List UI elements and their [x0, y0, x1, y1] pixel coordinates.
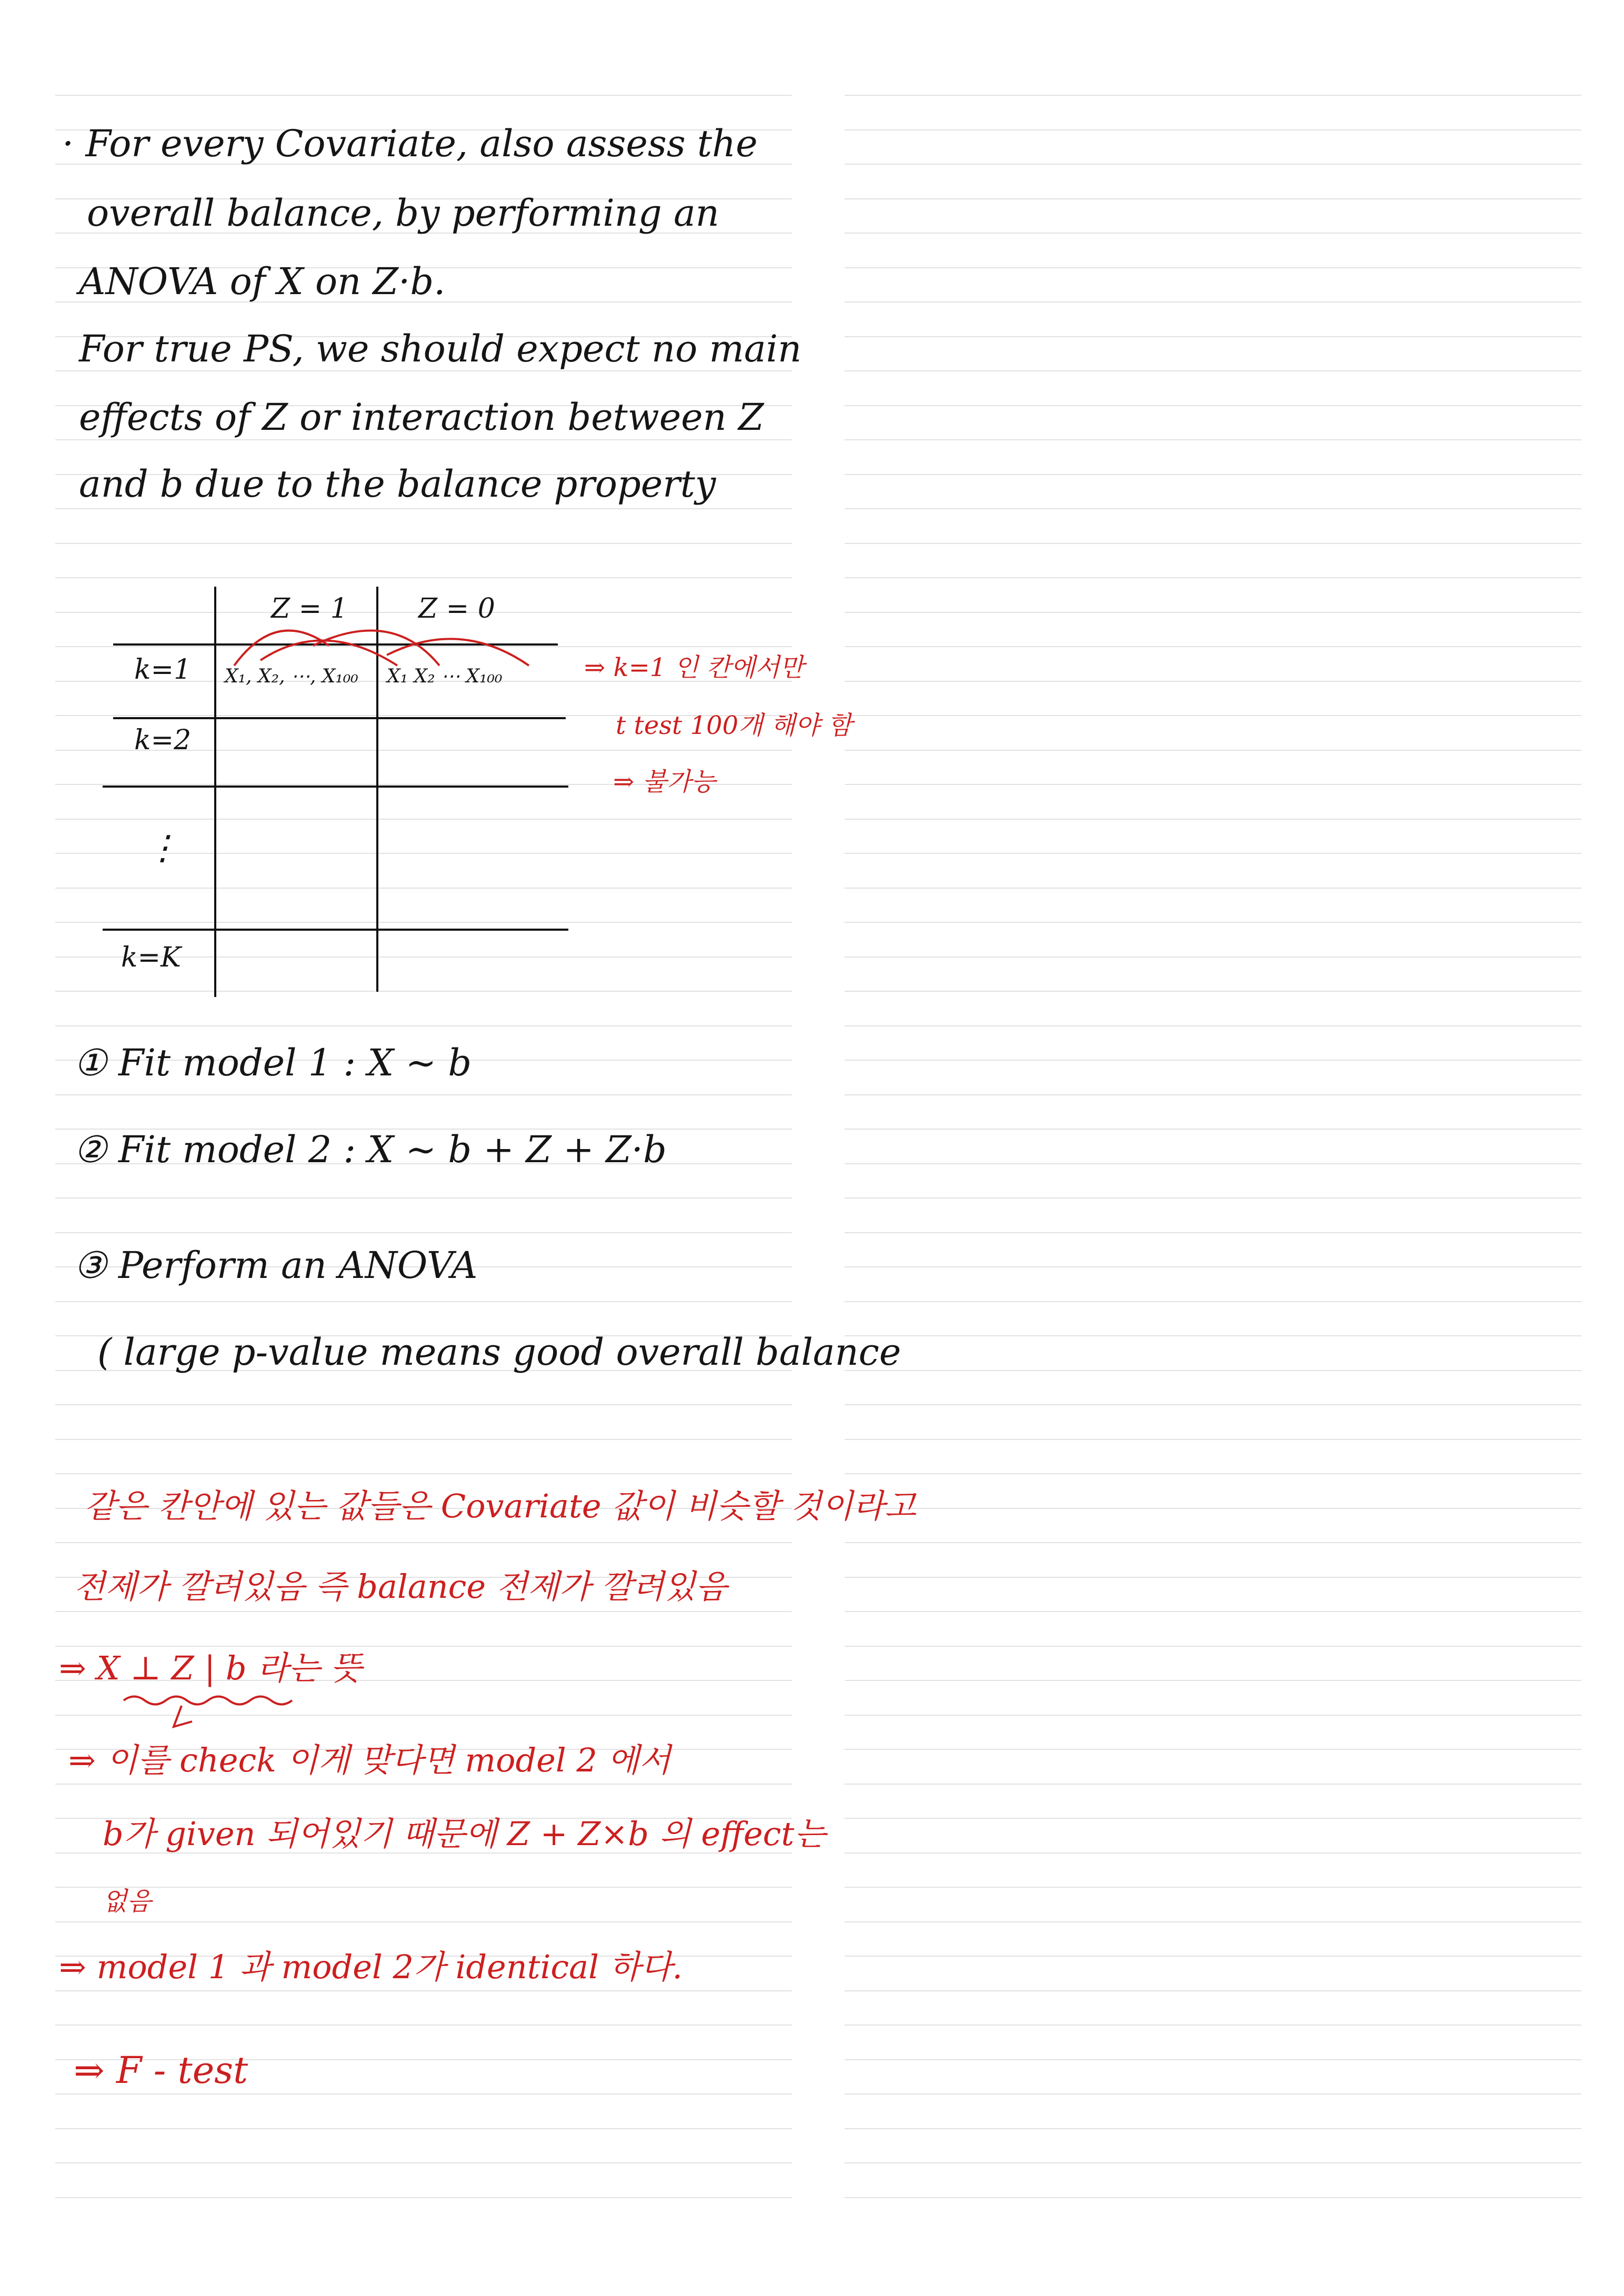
ruled-line — [845, 1784, 1581, 1785]
side-note-1: ⇒ k=1 인 칸에서만 — [584, 653, 804, 682]
ruled-line — [845, 2059, 1581, 2060]
note-line-3: ANOVA of X on Z·b. — [79, 260, 446, 303]
ruled-line — [845, 1956, 1581, 1957]
korean-note-1: 같은 칸안에 있는 값들은 Covariate 값이 비슷할 것이라고 — [84, 1487, 916, 1525]
ruled-line — [845, 853, 1581, 854]
ruled-line — [845, 1542, 1581, 1543]
ruled-line — [55, 95, 792, 96]
ruled-line — [845, 1577, 1581, 1578]
korean-note-7: ⇒ model 1 과 model 2가 identical 하다. — [59, 1948, 683, 1986]
ruled-line — [55, 1784, 792, 1785]
ruled-line — [55, 1990, 792, 1991]
ruled-line — [55, 2025, 792, 2026]
ruled-line — [845, 1060, 1581, 1061]
ruled-line — [55, 2128, 792, 2129]
note-line-1: · For every Covariate, also assess the — [62, 122, 758, 165]
ruled-line — [55, 1542, 792, 1543]
ruled-line — [845, 888, 1581, 889]
ruled-line — [845, 95, 1581, 96]
ruled-line — [845, 750, 1581, 751]
ruled-line — [845, 508, 1581, 509]
row-label-k1: k=1 — [134, 654, 192, 686]
step-3-detail: ( large p-value means good overall balance — [97, 1331, 901, 1374]
table-hline-2 — [113, 717, 566, 719]
ruled-line — [845, 1197, 1581, 1199]
ruled-line — [845, 612, 1581, 613]
ruled-line — [845, 681, 1581, 682]
ruled-line — [845, 301, 1581, 303]
ruled-line — [55, 1611, 792, 1612]
ruled-line — [55, 1232, 792, 1233]
ruled-line — [845, 1715, 1581, 1716]
note-line-4: For true PS, we should expect no main — [79, 327, 802, 370]
step-3: ③ Perform an ANOVA — [74, 1244, 478, 1287]
ruled-line — [845, 1404, 1581, 1405]
ruled-line — [845, 439, 1581, 440]
ruled-line — [845, 1887, 1581, 1888]
ruled-line — [845, 1646, 1581, 1647]
ruled-line — [845, 784, 1581, 785]
ruled-line — [845, 1818, 1581, 1819]
ruled-line — [55, 1025, 792, 1026]
ruled-line — [55, 2197, 792, 2198]
ruled-line — [845, 991, 1581, 992]
note-line-6: and b due to the balance property — [79, 462, 716, 506]
row-label-k2: k=2 — [134, 724, 192, 756]
ruled-line — [845, 956, 1581, 958]
ruled-line — [845, 715, 1581, 716]
ruled-line — [845, 164, 1581, 165]
ruled-line — [845, 405, 1581, 406]
strata-table — [103, 587, 571, 997]
korean-note-2: 전제가 깔려있음 즉 balance 전제가 깔려있음 — [74, 1567, 727, 1606]
ruled-line — [845, 922, 1581, 923]
arc-3 — [313, 631, 439, 666]
korean-note-5: b가 given 되어있기 때문에 Z + Z×b 의 effect는 — [103, 1815, 826, 1853]
ruled-line — [55, 439, 792, 440]
ruled-line — [845, 1749, 1581, 1750]
step-2: ② Fit model 2 : X ∼ b + Z + Z·b — [74, 1128, 667, 1171]
ruled-line — [845, 474, 1581, 475]
ruled-line — [845, 267, 1581, 268]
korean-note-3: ⇒ X ⊥ Z | b 라는 뜻 — [59, 1649, 362, 1687]
ruled-line — [845, 1508, 1581, 1509]
squiggle-underline — [121, 1690, 300, 1737]
ruled-line — [845, 1680, 1581, 1681]
ruled-line — [845, 646, 1581, 647]
ruled-line — [845, 2128, 1581, 2129]
col-header-z0: Z = 0 — [418, 593, 495, 625]
right-ruled-column — [845, 0, 1581, 2296]
ruled-line — [55, 508, 792, 509]
ruled-line — [55, 577, 792, 578]
ruled-line — [55, 2093, 792, 2094]
korean-note-8: ⇒ F - test — [74, 2049, 248, 2092]
ruled-line — [845, 1852, 1581, 1854]
ruled-line — [845, 198, 1581, 199]
ruled-line — [845, 1990, 1581, 1991]
ruled-line — [845, 1266, 1581, 1267]
ruled-line — [55, 1473, 792, 1474]
ruled-line — [845, 336, 1581, 337]
ruled-line — [845, 2025, 1581, 2026]
ruled-line — [845, 1439, 1581, 1440]
side-note-2: t test 100개 해야 함 — [616, 711, 853, 740]
ruled-line — [55, 1921, 792, 1922]
comparison-arcs — [103, 587, 571, 692]
ruled-line — [55, 1197, 792, 1199]
ruled-line — [845, 543, 1581, 544]
ruled-line — [845, 2197, 1581, 2198]
arc-2 — [260, 640, 397, 666]
step-1: ① Fit model 1 : X ∼ b — [74, 1041, 472, 1084]
korean-note-6: 없음 — [103, 1887, 152, 1916]
korean-note-4: ⇒ 이를 check 이게 맞다면 model 2 에서 — [68, 1741, 671, 1779]
ruled-line — [845, 1611, 1581, 1612]
ruled-line — [55, 370, 792, 371]
cell-z1-covariates: X₁, X₂, ⋯, X₁₀₀ — [225, 666, 358, 687]
table-hline-3 — [103, 786, 568, 788]
ruled-line — [845, 1232, 1581, 1233]
ruled-line — [55, 1646, 792, 1647]
ruled-line — [55, 1301, 792, 1302]
ruled-line — [55, 1404, 792, 1405]
ruled-line — [845, 1370, 1581, 1371]
table-hline-4 — [103, 929, 568, 931]
ruled-line — [55, 1094, 792, 1095]
ruled-line — [55, 1887, 792, 1888]
ruled-line — [845, 1094, 1581, 1095]
cell-z0-covariates: X₁ X₂ ⋯ X₁₀₀ — [387, 666, 503, 687]
ruled-line — [845, 129, 1581, 130]
ruled-line — [55, 543, 792, 544]
row-label-kK: k=K — [121, 942, 181, 973]
ruled-line — [845, 1301, 1581, 1302]
arc-4 — [387, 639, 529, 666]
note-line-5: effects of Z or interaction between Z — [79, 396, 764, 439]
ruled-line — [55, 2162, 792, 2163]
row-label-dots: ⋮ — [146, 829, 179, 868]
ruled-line — [845, 2093, 1581, 2094]
side-note-3: ⇒ 불가능 — [613, 767, 716, 797]
ruled-line — [845, 233, 1581, 234]
ruled-line — [845, 1025, 1581, 1026]
ruled-line — [845, 1335, 1581, 1336]
ruled-line — [845, 1163, 1581, 1164]
col-header-z1: Z = 1 — [271, 593, 348, 625]
ruled-line — [845, 370, 1581, 371]
ruled-line — [845, 577, 1581, 578]
note-line-2: overall balance, by performing an — [87, 192, 719, 235]
ruled-line — [845, 1129, 1581, 1130]
ruled-line — [845, 1473, 1581, 1474]
ruled-line — [845, 2162, 1581, 2163]
ruled-line — [55, 1439, 792, 1440]
ruled-line — [845, 819, 1581, 820]
ruled-line — [845, 1921, 1581, 1922]
